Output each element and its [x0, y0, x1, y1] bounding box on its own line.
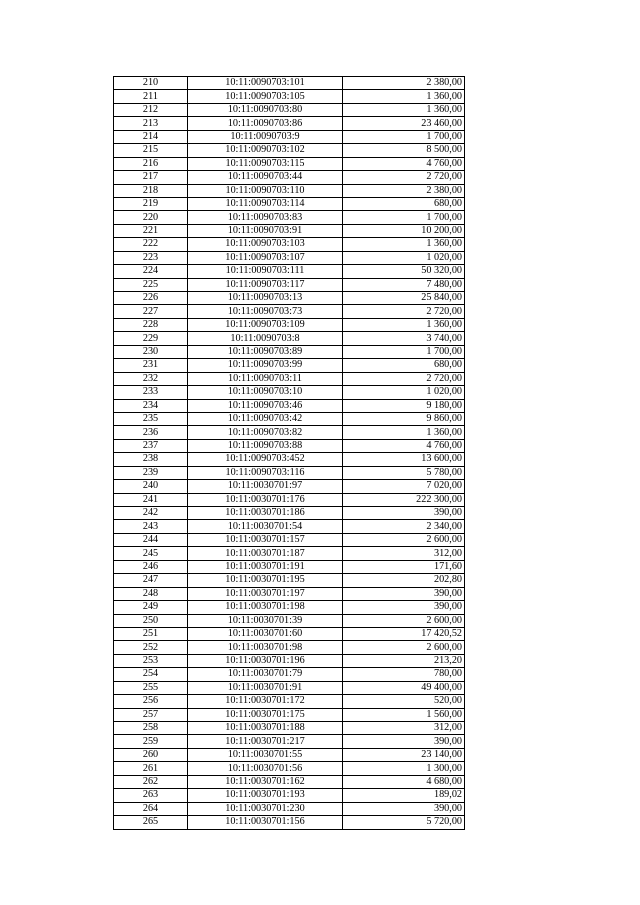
row-number-cell: 239 — [114, 466, 188, 479]
cadastral-number-cell: 10:11:0030701:186 — [188, 507, 343, 520]
cadastral-number-cell: 10:11:0090703:452 — [188, 453, 343, 466]
row-number-cell: 255 — [114, 681, 188, 694]
cadastral-value-cell: 13 600,00 — [343, 453, 465, 466]
cadastral-value-cell: 3 740,00 — [343, 332, 465, 345]
row-number-cell: 212 — [114, 103, 188, 116]
row-number-cell: 210 — [114, 77, 188, 90]
table-row — [114, 641, 465, 654]
cadastral-value-cell: 189,02 — [343, 789, 465, 802]
cadastral-value-cell: 25 840,00 — [343, 292, 465, 305]
cadastral-number-cell: 10:11:0090703:105 — [188, 90, 343, 103]
row-number-cell: 257 — [114, 708, 188, 721]
cadastral-value-cell: 4 760,00 — [343, 157, 465, 170]
row-number-cell: 226 — [114, 292, 188, 305]
table-row — [114, 386, 465, 399]
cadastral-value-cell: 17 420,52 — [343, 627, 465, 640]
cadastral-value-cell: 4 760,00 — [343, 439, 465, 452]
cadastral-number-cell: 10:11:0030701:193 — [188, 789, 343, 802]
table-row — [114, 332, 465, 345]
row-number-cell: 248 — [114, 587, 188, 600]
cadastral-number-cell: 10:11:0090703:99 — [188, 359, 343, 372]
row-number-cell: 233 — [114, 386, 188, 399]
table-row — [114, 184, 465, 197]
cadastral-value-cell: 1 560,00 — [343, 708, 465, 721]
row-number-cell: 241 — [114, 493, 188, 506]
cadastral-number-cell: 10:11:0090703:83 — [188, 211, 343, 224]
table-row — [114, 305, 465, 318]
cadastral-value-cell: 680,00 — [343, 359, 465, 372]
cadastral-number-cell: 10:11:0090703:110 — [188, 184, 343, 197]
row-number-cell: 250 — [114, 614, 188, 627]
table-row — [114, 547, 465, 560]
row-number-cell: 235 — [114, 412, 188, 425]
row-number-cell: 246 — [114, 560, 188, 573]
table-row — [114, 359, 465, 372]
cadastral-number-cell: 10:11:0090703:13 — [188, 292, 343, 305]
cadastral-value-cell: 202,80 — [343, 574, 465, 587]
table-row — [114, 587, 465, 600]
cadastral-value-cell: 213,20 — [343, 654, 465, 667]
cadastral-number-cell: 10:11:0030701:156 — [188, 816, 343, 829]
cadastral-value-cell: 390,00 — [343, 802, 465, 815]
cadastral-value-cell: 520,00 — [343, 695, 465, 708]
cadastral-number-cell: 10:11:0030701:172 — [188, 695, 343, 708]
cadastral-value-cell: 7 480,00 — [343, 278, 465, 291]
table-row — [114, 426, 465, 439]
row-number-cell: 249 — [114, 601, 188, 614]
row-number-cell: 260 — [114, 748, 188, 761]
table-row — [114, 695, 465, 708]
row-number-cell: 263 — [114, 789, 188, 802]
table-row — [114, 90, 465, 103]
cadastral-value-cell: 312,00 — [343, 722, 465, 735]
cadastral-number-cell: 10:11:0090703:107 — [188, 251, 343, 264]
table-row — [114, 802, 465, 815]
cadastral-number-cell: 10:11:0090703:82 — [188, 426, 343, 439]
cadastral-number-cell: 10:11:0030701:196 — [188, 654, 343, 667]
cadastral-number-cell: 10:11:0090703:89 — [188, 345, 343, 358]
table-row — [114, 708, 465, 721]
cadastral-number-cell: 10:11:0030701:91 — [188, 681, 343, 694]
table-row — [114, 775, 465, 788]
table-row — [114, 627, 465, 640]
cadastral-number-cell: 10:11:0030701:39 — [188, 614, 343, 627]
table-row — [114, 466, 465, 479]
cadastral-number-cell: 10:11:0030701:79 — [188, 668, 343, 681]
cadastral-value-cell: 1 300,00 — [343, 762, 465, 775]
cadastral-number-cell: 10:11:0030701:187 — [188, 547, 343, 560]
row-number-cell: 214 — [114, 130, 188, 143]
table-row — [114, 278, 465, 291]
cadastral-value-cell: 390,00 — [343, 735, 465, 748]
row-number-cell: 213 — [114, 117, 188, 130]
cadastral-value-cell: 390,00 — [343, 587, 465, 600]
cadastral-value-cell: 2 600,00 — [343, 533, 465, 546]
table-row — [114, 520, 465, 533]
cadastral-value-cell: 1 700,00 — [343, 211, 465, 224]
row-number-cell: 234 — [114, 399, 188, 412]
table-row — [114, 265, 465, 278]
cadastral-value-cell: 2 720,00 — [343, 305, 465, 318]
row-number-cell: 231 — [114, 359, 188, 372]
cadastral-value-cell: 2 720,00 — [343, 372, 465, 385]
table-row — [114, 117, 465, 130]
cadastral-value-cell: 1 700,00 — [343, 130, 465, 143]
cadastral-value-cell: 5 720,00 — [343, 816, 465, 829]
row-number-cell: 256 — [114, 695, 188, 708]
cadastral-value-cell: 23 140,00 — [343, 748, 465, 761]
cadastral-number-cell: 10:11:0030701:55 — [188, 748, 343, 761]
cadastral-value-cell: 1 360,00 — [343, 238, 465, 251]
cadastral-value-cell: 49 400,00 — [343, 681, 465, 694]
cadastral-value-cell: 1 020,00 — [343, 386, 465, 399]
cadastral-value-cell: 2 340,00 — [343, 520, 465, 533]
row-number-cell: 254 — [114, 668, 188, 681]
cadastral-value-cell: 50 320,00 — [343, 265, 465, 278]
cadastral-number-cell: 10:11:0090703:42 — [188, 412, 343, 425]
row-number-cell: 224 — [114, 265, 188, 278]
cadastral-value-cell: 1 700,00 — [343, 345, 465, 358]
cadastral-number-cell: 10:11:0090703:8 — [188, 332, 343, 345]
cadastral-value-cell: 2 380,00 — [343, 77, 465, 90]
cadastral-number-cell: 10:11:0090703:116 — [188, 466, 343, 479]
cadastral-value-cell: 2 720,00 — [343, 171, 465, 184]
cadastral-value-cell: 390,00 — [343, 507, 465, 520]
cadastral-value-cell: 171,60 — [343, 560, 465, 573]
row-number-cell: 245 — [114, 547, 188, 560]
row-number-cell: 265 — [114, 816, 188, 829]
cadastral-value-cell: 23 460,00 — [343, 117, 465, 130]
row-number-cell: 232 — [114, 372, 188, 385]
cadastral-number-cell: 10:11:0030701:195 — [188, 574, 343, 587]
row-number-cell: 253 — [114, 654, 188, 667]
cadastral-number-cell: 10:11:0030701:230 — [188, 802, 343, 815]
table-body — [114, 77, 465, 830]
cadastral-number-cell: 10:11:0090703:9 — [188, 130, 343, 143]
row-number-cell: 222 — [114, 238, 188, 251]
cadastral-value-cell: 222 300,00 — [343, 493, 465, 506]
cadastral-number-cell: 10:11:0030701:157 — [188, 533, 343, 546]
row-number-cell: 225 — [114, 278, 188, 291]
cadastral-number-cell: 10:11:0090703:101 — [188, 77, 343, 90]
table-row — [114, 251, 465, 264]
cadastral-value-cell: 2 600,00 — [343, 614, 465, 627]
table-row — [114, 77, 465, 90]
cadastral-number-cell: 10:11:0090703:44 — [188, 171, 343, 184]
cadastral-value-cell: 4 680,00 — [343, 775, 465, 788]
table-row — [114, 211, 465, 224]
cadastral-value-cell: 2 600,00 — [343, 641, 465, 654]
row-number-cell: 218 — [114, 184, 188, 197]
table-row — [114, 171, 465, 184]
table-row — [114, 722, 465, 735]
row-number-cell: 229 — [114, 332, 188, 345]
row-number-cell: 211 — [114, 90, 188, 103]
row-number-cell: 264 — [114, 802, 188, 815]
cadastral-number-cell: 10:11:0030701:217 — [188, 735, 343, 748]
table-row — [114, 789, 465, 802]
table-row — [114, 372, 465, 385]
cadastral-value-cell: 680,00 — [343, 197, 465, 210]
table-row — [114, 507, 465, 520]
table-row — [114, 345, 465, 358]
cadastral-number-cell: 10:11:0030701:97 — [188, 480, 343, 493]
row-number-cell: 259 — [114, 735, 188, 748]
row-number-cell: 258 — [114, 722, 188, 735]
table-row — [114, 144, 465, 157]
cadastral-number-cell: 10:11:0090703:11 — [188, 372, 343, 385]
cadastral-number-cell: 10:11:0090703:80 — [188, 103, 343, 116]
row-number-cell: 216 — [114, 157, 188, 170]
cadastral-value-cell: 1 360,00 — [343, 90, 465, 103]
row-number-cell: 237 — [114, 439, 188, 452]
table-row — [114, 574, 465, 587]
cadastral-number-cell: 10:11:0090703:86 — [188, 117, 343, 130]
table-row — [114, 197, 465, 210]
cadastral-value-cell: 1 360,00 — [343, 103, 465, 116]
table-row — [114, 157, 465, 170]
cadastral-value-cell: 1 020,00 — [343, 251, 465, 264]
cadastral-number-cell: 10:11:0030701:175 — [188, 708, 343, 721]
row-number-cell: 227 — [114, 305, 188, 318]
table-row — [114, 480, 465, 493]
cadastral-number-cell: 10:11:0030701:191 — [188, 560, 343, 573]
cadastral-number-cell: 10:11:0090703:91 — [188, 224, 343, 237]
table-row — [114, 748, 465, 761]
table-row — [114, 439, 465, 452]
row-number-cell: 244 — [114, 533, 188, 546]
row-number-cell: 251 — [114, 627, 188, 640]
table-row — [114, 493, 465, 506]
row-number-cell: 219 — [114, 197, 188, 210]
table-row — [114, 668, 465, 681]
cadastral-number-cell: 10:11:0030701:56 — [188, 762, 343, 775]
row-number-cell: 247 — [114, 574, 188, 587]
table-row — [114, 735, 465, 748]
cadastral-value-cell: 9 180,00 — [343, 399, 465, 412]
table-row — [114, 412, 465, 425]
cadastral-value-cell: 5 780,00 — [343, 466, 465, 479]
row-number-cell: 228 — [114, 318, 188, 331]
row-number-cell: 240 — [114, 480, 188, 493]
cadastral-number-cell: 10:11:0090703:114 — [188, 197, 343, 210]
cadastral-number-cell: 10:11:0030701:197 — [188, 587, 343, 600]
cadastral-value-cell: 9 860,00 — [343, 412, 465, 425]
table-row — [114, 762, 465, 775]
table-row — [114, 292, 465, 305]
cadastral-number-cell: 10:11:0090703:111 — [188, 265, 343, 278]
cadastral-number-cell: 10:11:0030701:162 — [188, 775, 343, 788]
table-row — [114, 130, 465, 143]
row-number-cell: 262 — [114, 775, 188, 788]
cadastral-value-cell: 390,00 — [343, 601, 465, 614]
table-row — [114, 614, 465, 627]
row-number-cell: 221 — [114, 224, 188, 237]
cadastral-number-cell: 10:11:0030701:188 — [188, 722, 343, 735]
cadastral-number-cell: 10:11:0090703:102 — [188, 144, 343, 157]
row-number-cell: 236 — [114, 426, 188, 439]
cadastral-number-cell: 10:11:0090703:109 — [188, 318, 343, 331]
row-number-cell: 215 — [114, 144, 188, 157]
cadastral-number-cell: 10:11:0090703:115 — [188, 157, 343, 170]
table-row — [114, 399, 465, 412]
cadastral-value-cell: 1 360,00 — [343, 318, 465, 331]
cadastral-number-cell: 10:11:0030701:98 — [188, 641, 343, 654]
cadastral-value-cell: 780,00 — [343, 668, 465, 681]
table-row — [114, 453, 465, 466]
row-number-cell: 252 — [114, 641, 188, 654]
row-number-cell: 217 — [114, 171, 188, 184]
cadastral-value-cell: 312,00 — [343, 547, 465, 560]
cadastral-number-cell: 10:11:0030701:176 — [188, 493, 343, 506]
row-number-cell: 238 — [114, 453, 188, 466]
table-row — [114, 224, 465, 237]
cadastral-number-cell: 10:11:0030701:54 — [188, 520, 343, 533]
row-number-cell: 242 — [114, 507, 188, 520]
cadastral-value-cell: 8 500,00 — [343, 144, 465, 157]
cadastral-value-cell: 10 200,00 — [343, 224, 465, 237]
row-number-cell: 223 — [114, 251, 188, 264]
cadastral-value-cell: 7 020,00 — [343, 480, 465, 493]
table-row — [114, 238, 465, 251]
cadastral-number-cell: 10:11:0090703:73 — [188, 305, 343, 318]
table-row — [114, 654, 465, 667]
row-number-cell: 243 — [114, 520, 188, 533]
cadastral-number-cell: 10:11:0030701:198 — [188, 601, 343, 614]
cadastral-number-cell: 10:11:0090703:117 — [188, 278, 343, 291]
row-number-cell: 230 — [114, 345, 188, 358]
table-row — [114, 816, 465, 829]
table-row — [114, 560, 465, 573]
table-row — [114, 103, 465, 116]
cadastral-number-cell: 10:11:0030701:60 — [188, 627, 343, 640]
row-number-cell: 220 — [114, 211, 188, 224]
cadastral-number-cell: 10:11:0090703:88 — [188, 439, 343, 452]
cadastral-number-cell: 10:11:0090703:10 — [188, 386, 343, 399]
cadastral-number-cell: 10:11:0090703:103 — [188, 238, 343, 251]
cadastral-value-table — [113, 76, 465, 830]
table-row — [114, 318, 465, 331]
table-row — [114, 533, 465, 546]
cadastral-value-cell: 1 360,00 — [343, 426, 465, 439]
cadastral-value-cell: 2 380,00 — [343, 184, 465, 197]
table-row — [114, 601, 465, 614]
cadastral-number-cell: 10:11:0090703:46 — [188, 399, 343, 412]
table-row — [114, 681, 465, 694]
row-number-cell: 261 — [114, 762, 188, 775]
